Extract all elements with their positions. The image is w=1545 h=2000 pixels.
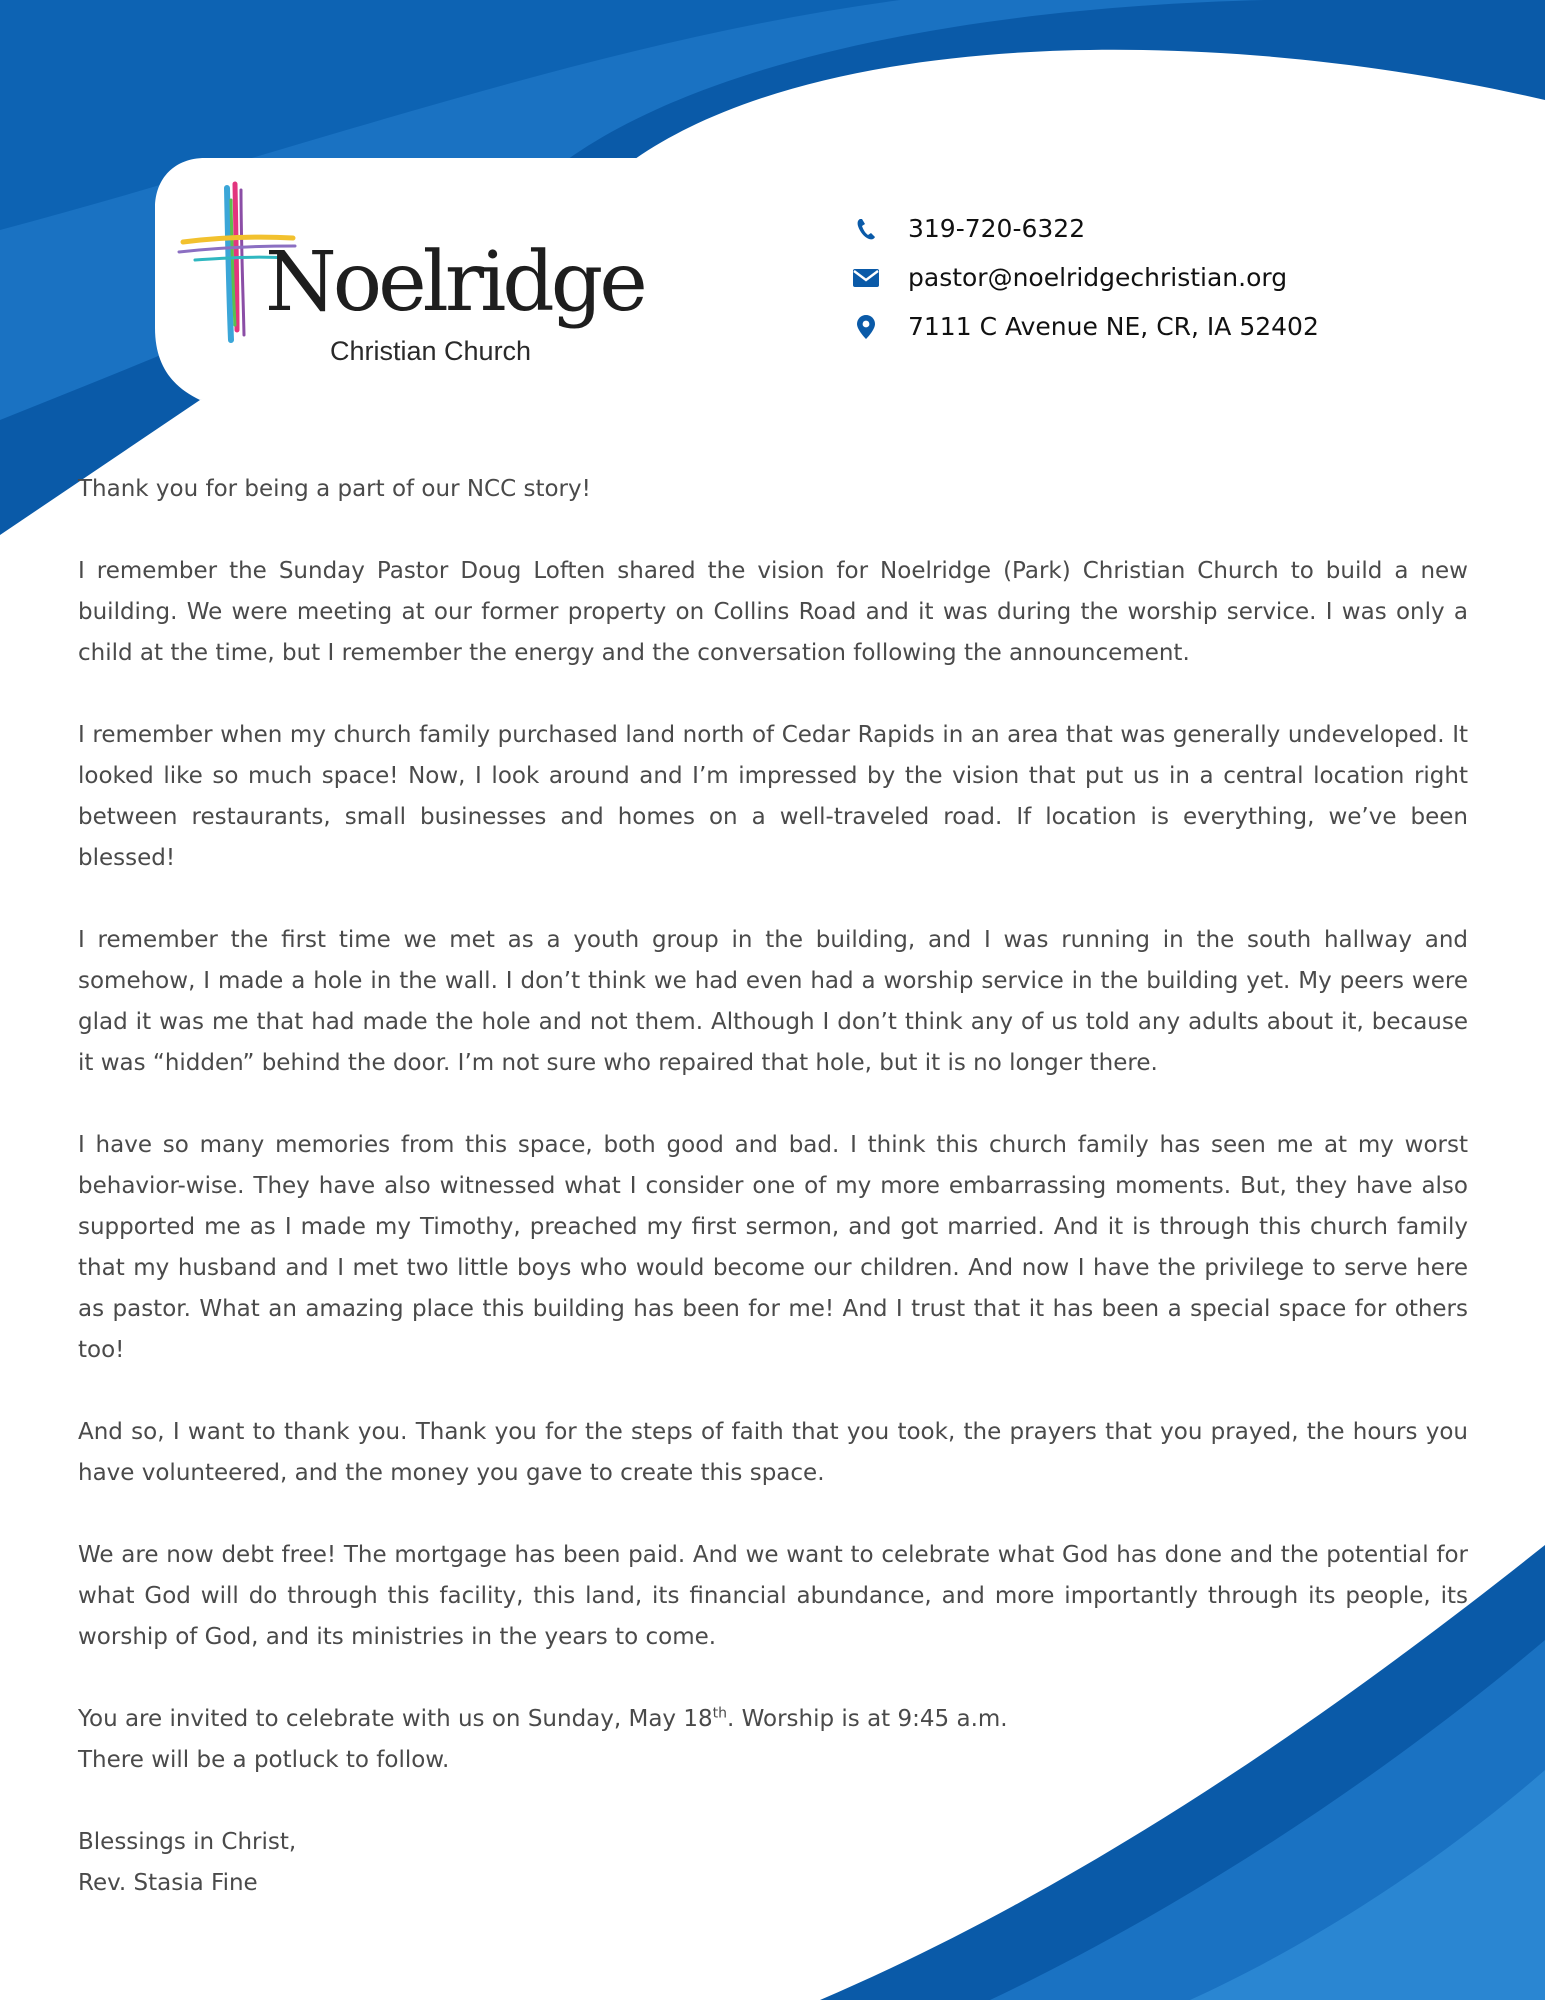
letter-greeting: Thank you for being a part of our NCC story! (78, 476, 591, 502)
invite-ordinal: th (712, 1705, 727, 1722)
invite-text-after: . Worship is at 9:45 a.m. (727, 1706, 1008, 1732)
invite-text-before: You are invited to celebrate with us on Sunday, May 18 (78, 1706, 713, 1732)
letter-paragraph-3: I remember the first time we met as a youth group in the building, and I was running in the south hallway and somehow, I made a hole in the wall. I don’t think we had even had a worship service in the building yet. My peers were glad it was me that had made the hole and not them. Although I don’t think any of us told any adults about it, because it was “hidden” behind the door. I’m not sure who repaired that hole, but it is no longer there. (78, 927, 1468, 1076)
mail-icon (848, 265, 884, 291)
contact-email-row (848, 253, 1319, 302)
potluck-line: There will be a potluck to follow. (78, 1747, 450, 1773)
letter-paragraph-2: I remember when my church family purchased land north of Cedar Rapids in an area that was generally undeveloped. It looked like so much space! Now, I look around and I’m impressed by the vision that put us in a central location right between restaurants, small businesses and homes on a well-traveled road. If location is everything, we’ve been blessed! (78, 722, 1468, 871)
contact-email[interactable]: pastor@noelridgechristian.org (908, 263, 1288, 292)
letter-paragraph-1: I remember the Sunday Pastor Doug Loften shared the vision for Noelridge (Park) Christian Church to build a new building. We were meeting at our former property on Collins Road and it was during the worship service. I was only a child at the time, but I remember the energy and the conversation following the announcement. (78, 558, 1468, 666)
letter-body (78, 469, 1468, 1945)
letter-paragraph-5: And so, I want to thank you. Thank you for the steps of faith that you took, the prayers that you prayed, the hours you have volunteered, and the money you gave to create this space. (78, 1419, 1468, 1486)
location-pin-icon (848, 314, 884, 340)
contact-address-row (848, 302, 1319, 351)
logo-subtitle: Christian Church (330, 336, 532, 366)
invite-line (78, 1699, 1468, 1740)
phone-icon (848, 216, 884, 242)
contact-phone[interactable]: 319-720-6322 (908, 214, 1086, 243)
contact-block (848, 204, 1319, 351)
letter-paragraph-6: We are now debt free! The mortgage has been paid. And we want to celebrate what God has done and the potential for what God will do through this facility, this land, its financial abundance, and more importantly through its people, its worship of God, and its ministries in the years to come. (78, 1542, 1468, 1650)
letter-paragraph-4: I have so many memories from this space, both good and bad. I think this church family has seen me at my worst behavior-wise. They have also witnessed what I consider one of my more embarrassing moments. But, they have also supported me as I made my Timothy, preached my first sermon, and got married. And it is through this church family that my husband and I met two little boys who would become our children. And now I have the privilege to serve here as pastor. What an amazing place this building has been for me! And I trust that it has been a special space for others too! (78, 1132, 1468, 1363)
letter-invitation (78, 1699, 1468, 1781)
contact-phone-row (848, 204, 1319, 253)
logo-card (155, 158, 675, 420)
letter-signoff (78, 1822, 1468, 1904)
logo-wordmark: Noelridge (265, 235, 644, 330)
signature-line: Rev. Stasia Fine (78, 1870, 258, 1896)
contact-address: 7111 C Avenue NE, CR, IA 52402 (908, 312, 1319, 341)
closing-line: Blessings in Christ, (78, 1829, 297, 1855)
